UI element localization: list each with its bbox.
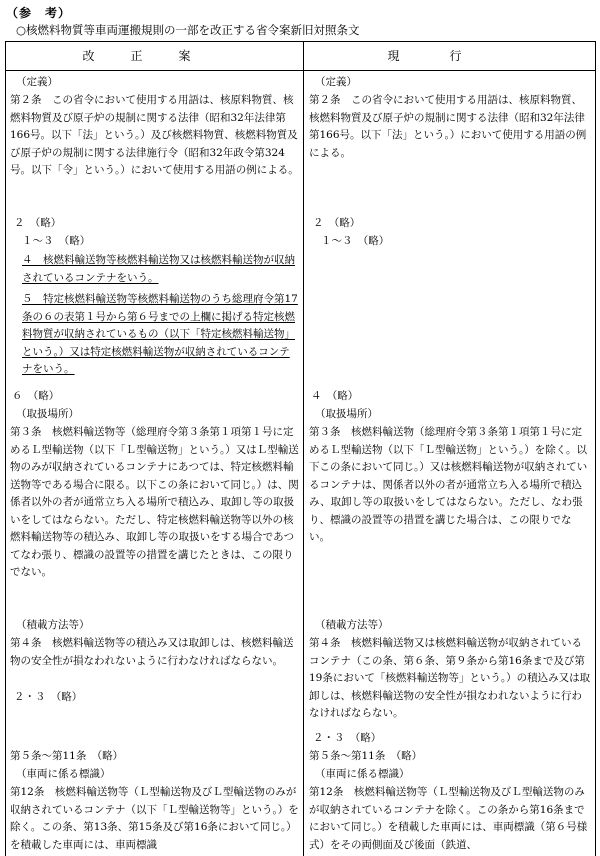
article-3-text: 第３条 核燃料輸送物等（総理府令第３条第１項第１号に定めるＬ型輸送物（以下「Ｌ型輸送物」という。）又はＬ型輸送物のみが収納されているコンテナにあつては、特定核燃料輸送物等である場合に限る。以下この条において同じ。）は、関係者以外の者が通常立ち入る場所で積込み、取卸し等の取扱いをしてはならない。ただし、特定核燃料輸送物等以外の核燃料輸送物等の積込み、取卸し等の取扱いをする場合であつてなわ張り、標識の設置等の措置を講じたときは、この限りでない。 bbox=[10, 426, 299, 578]
article-3-caption: （取扱場所） bbox=[16, 408, 79, 420]
current-article-4-caption: （積載方法等） bbox=[315, 619, 389, 631]
article-4-text: 第４条 核燃料輸送物等の積込み又は取卸しは、核燃料輸送物の安全性が損なわれないように行わなければならない。 bbox=[10, 637, 294, 667]
article-2-text: 第２条 この省令において使用する用語は、核原料物質、核燃料物質及び原子炉の規制に関する法律（昭和32年法律第166号。以下「法」という。）及び核燃料物質、核燃料物質及び原子炉の規制に関する法律施行令（昭和32年政令第324号。以下「令」という。）において使用する用語の例による。 bbox=[10, 94, 299, 176]
current-article-2-para-4: ４ （略） bbox=[311, 390, 359, 402]
current-article-2-text: 第２条 この省令において使用する用語は、核原料物質、核燃料物質及び原子炉の規制に関する法律（昭和32年法律第166号。以下「法」という。）において使用する用語の例による。 bbox=[309, 94, 587, 159]
current-article-2-para-2: ２ （略） bbox=[313, 217, 361, 229]
article-2-items-1-3: １～３ （略） bbox=[22, 235, 91, 247]
current-article-12-caption: （車両に係る標識） bbox=[315, 768, 410, 780]
article-2-caption: （定義） bbox=[16, 76, 58, 88]
table-header bbox=[6, 42, 595, 71]
reference-label: （参 考） bbox=[6, 6, 72, 20]
current-article-3-text: 第３条 核燃料輸送物（総理府令第３条第１項第１号に定めるＬ型輸送物（以下「Ｌ型輸送物」という。）を除く。以下この条において同じ。）又は核燃料輸送物が収納されているコンテナは、関係者以外の者が通常立ち入る場所で積込み、取卸し等の取扱いをしてはならない。ただし、なわ張り、標識の設置等の措置を講じた場合は、この限りでない。 bbox=[309, 426, 588, 543]
article-12-text: 第12条 核燃料輸送物等（Ｌ型輸送物及びＬ型輸送物のみが収納されているコンテナ（以下「Ｌ型輸送物等」という。）を除く。この条、第13条、第15条及び第16条において同じ。）を積載した車両には、車両標識 bbox=[10, 786, 299, 851]
right-column-heading: 現行 bbox=[387, 49, 512, 63]
current-article-2-items-1-3: １～３ （略） bbox=[321, 235, 390, 247]
current-article-12-text: 第12条 核燃料輸送物等（Ｌ型輸送物及びＬ型輸送物のみが収納されているコンテナを除く。この条から第16条までにおいて同じ。）を積載した車両には、車両標識（第６号様式）をその両側面及び後面（鉄道、 bbox=[309, 786, 588, 851]
document-title: ○核燃料物質等車両運搬規則の一部を改正する省令案新旧対照条文 bbox=[16, 23, 360, 37]
current-article-4-text: 第４条 核燃料輸送物又は核燃料輸送物が収納されているコンテナ（この条、第６条、第９条から第16条まで及び第19条において「核燃料輸送物等」という。）の積込み又は取卸しは、核燃料輸送物の安全性が損なわれないように行わなければならない。 bbox=[309, 637, 591, 719]
current-article-4-para-2-3: ２・３ （略） bbox=[313, 732, 382, 744]
article-4-para-2-3: ２・３ （略） bbox=[14, 691, 83, 703]
article-2-item-4: ４ 核燃料輸送物等核燃料輸送物又は核燃料輸送物が収納されているコンテナをいう。 bbox=[22, 254, 295, 284]
left-column-heading: 改正案 bbox=[6, 42, 304, 70]
article-2-item-5: ５ 特定核燃料輸送物等核燃料輸送物のうち総理府令第17条の６の表第１号から第６号までの上欄に掲げる特定核燃料物質が収納されているもの（以下「特定核燃料輸送物」という。）又は特定核燃料輸送物が収納されているコンテナをいう。 bbox=[22, 293, 298, 375]
article-4-caption: （積載方法等） bbox=[16, 619, 90, 631]
article-2-para-2: ２ （略） bbox=[14, 217, 62, 229]
current-article-2-caption: （定義） bbox=[315, 76, 357, 88]
article-2-para-6: ６ （略） bbox=[12, 390, 60, 402]
articles-5-11: 第５条～第11条 （略） bbox=[10, 750, 124, 762]
comparison-table bbox=[5, 41, 596, 856]
column-divider bbox=[303, 70, 304, 856]
article-12-caption: （車両に係る標識） bbox=[16, 768, 111, 780]
current-article-3-caption: （取扱場所） bbox=[315, 408, 378, 420]
current-articles-5-11: 第５条～第11条 （略） bbox=[309, 750, 423, 762]
